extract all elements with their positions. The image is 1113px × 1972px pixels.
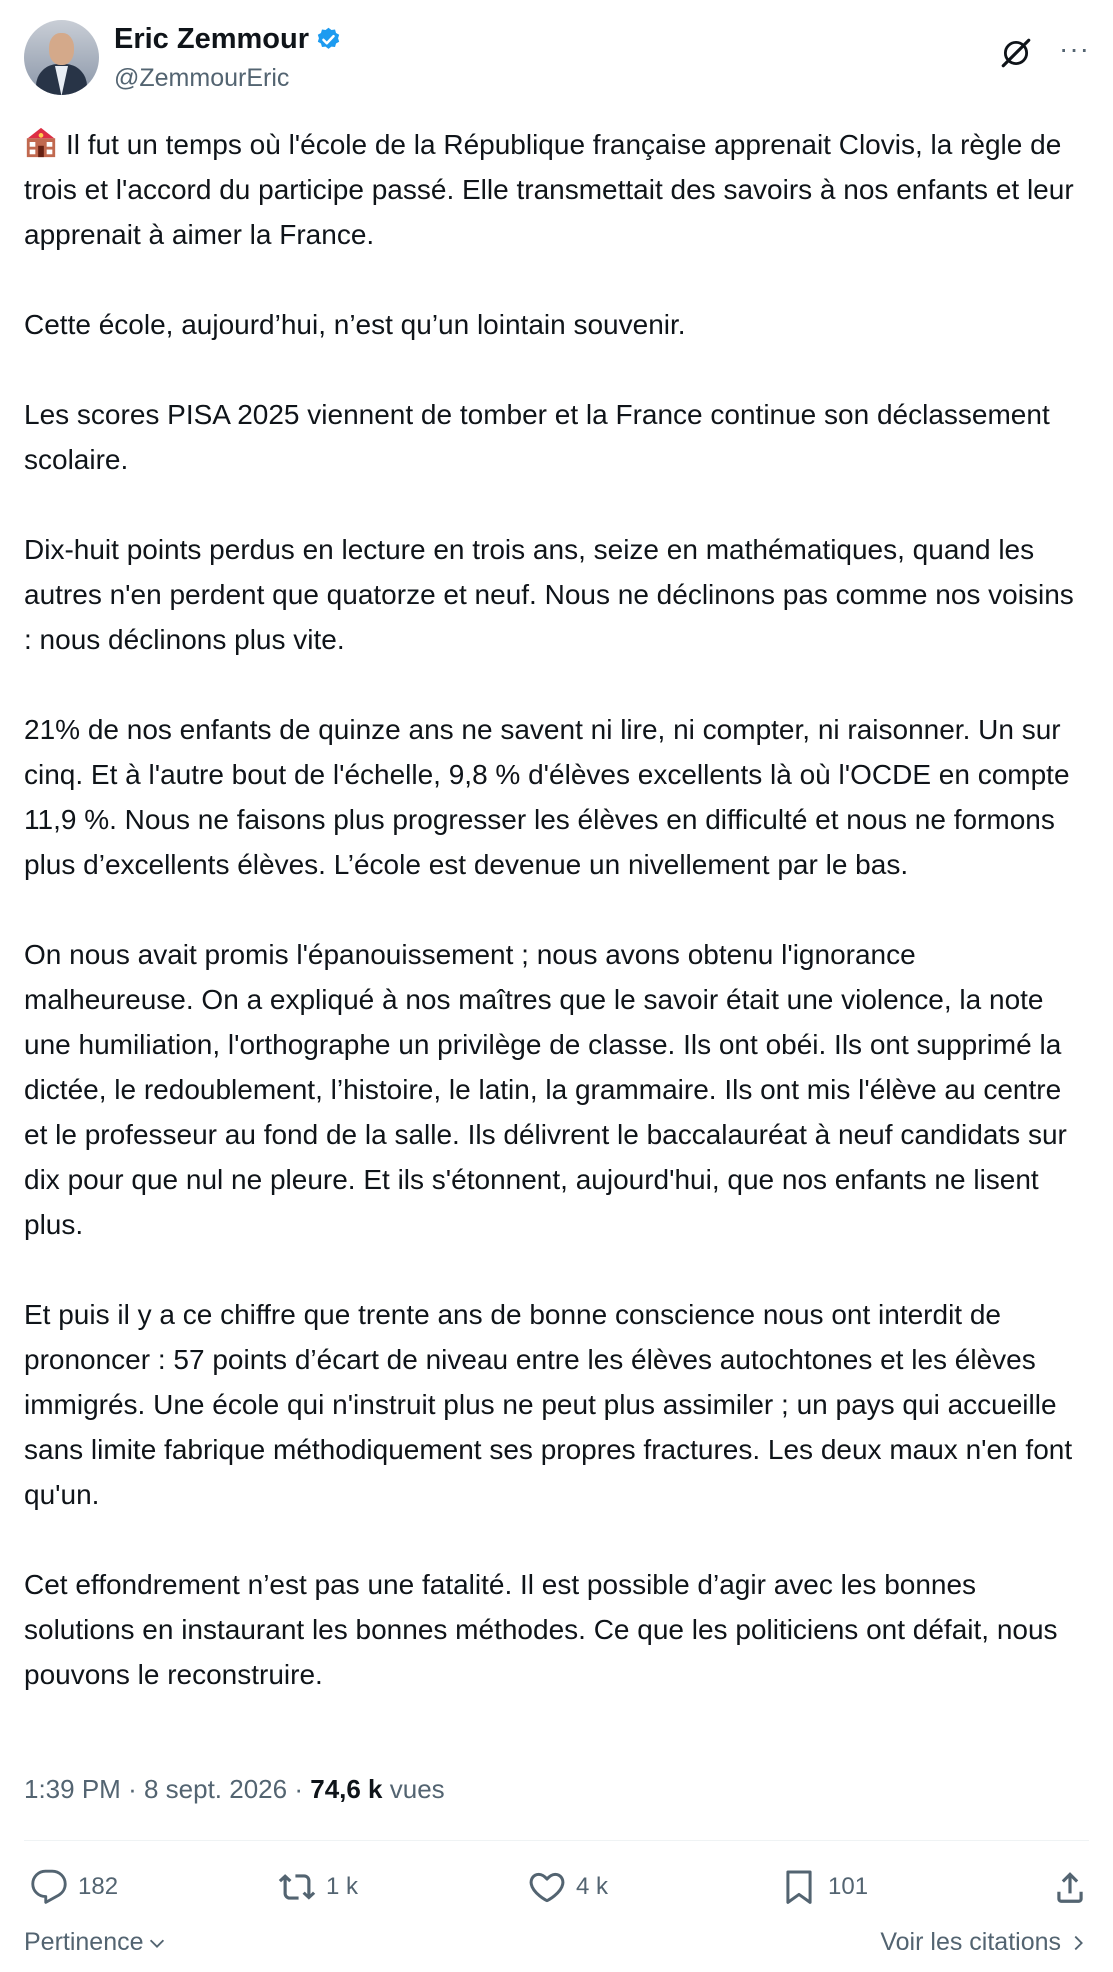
tweet-date[interactable]: 8 sept. 2026 [143,1774,288,1804]
display-name-row [114,22,342,56]
tweet-paragraph-1: Il fut un temps où l'école de la République française apprenait Clovis, la règle de trois et l'accord du participe passé. Elle transmettait des savoirs à nos enfants et leur apprenait à aimer la France. [24,122,1086,257]
tweet-meta [24,1771,445,1807]
avatar[interactable] [24,20,99,95]
tweet-paragraph-8: Cet effondrement n’est pas une fatalité. Il est possible d’agir avec les bonnes solutions en instaurant les bonnes méthodes. Ce que les politiciens ont défait, nous pouvons le reconstruire. [24,1569,1058,1690]
school-emoji-icon [24,125,58,159]
tweet-paragraph-7: Et puis il y a ce chiffre que trente ans de bonne conscience nous ont interdit de prononcer : 57 points d’écart de niveau entre les élèves autochtones et les élèves immigrés. Une école qui n'instruit plus ne peut plus assimiler ; un pays qui accueille sans limite fabrique méthodiquement ses propres fractures. Les deux maux n'en font qu'un. [24,1299,1073,1510]
share-icon [1051,1868,1089,1906]
avatar-head [49,33,74,65]
share-button[interactable] [1051,1868,1089,1906]
sort-dropdown[interactable] [24,1928,168,1957]
bookmark-count: 101 [828,1873,869,1900]
divider [24,1840,1089,1841]
like-count: 4 k [576,1873,609,1900]
reply-count: 182 [78,1873,119,1900]
bookmark-icon [780,1868,818,1906]
sort-label: Pertinence [24,1928,144,1956]
tweet-header [24,20,1089,96]
meta-separator: · [128,1774,137,1804]
reply-button[interactable] [30,1868,118,1906]
grok-icon[interactable] [999,36,1033,70]
verified-badge-icon[interactable] [315,26,342,53]
meta-separator: · [294,1774,303,1804]
action-bar [24,1862,1089,1912]
chevron-down-icon [146,1932,168,1954]
more-icon[interactable]: ··· [1059,33,1090,64]
heart-icon [528,1868,566,1906]
view-quotes-label: Voir les citations [880,1928,1061,1956]
views-count[interactable]: 74,6 k [310,1774,383,1804]
view-quotes-link[interactable] [880,1928,1089,1957]
tweet-text [24,122,1086,1742]
repost-button[interactable] [278,1868,358,1906]
tweet-paragraph-6: On nous avait promis l'épanouissement ; nous avons obtenu l'ignorance malheureuse. On a expliqué à nos maîtres que le savoir était une violence, la note une humiliation, l'orthographe un privilège de classe. Ils ont obéi. Ils ont supprimé la dictée, le redoublement, l’histoire, le latin, la grammaire. Ils ont mis l'élève au centre et le professeur au fond de la salle. Ils délivrent le baccalauréat à neuf candidats sur dix pour que nul ne pleure. Et ils s'étonnent, aujourd'hui, que nos enfants ne lisent plus. [24,939,1067,1240]
tweet-paragraph-2: Cette école, aujourd’hui, n’est qu’un lointain souvenir. [24,309,686,340]
display-name[interactable]: Eric Zemmour [114,23,309,55]
like-button[interactable] [528,1868,608,1906]
repost-icon [278,1868,316,1906]
reply-icon [30,1868,68,1906]
replies-footer [24,1928,1089,1964]
repost-count: 1 k [326,1873,359,1900]
tweet-paragraph-4: Dix-huit points perdus en lecture en trois ans, seize en mathématiques, quand les autres n'en perdent que quatorze et neuf. Nous ne déclinons pas comme nos voisins : nous déclinons plus vite. [24,534,1074,655]
bookmark-button[interactable] [780,1868,868,1906]
views-label: vues [389,1774,445,1804]
chevron-right-icon [1067,1932,1089,1954]
tweet-paragraph-5: 21% de nos enfants de quinze ans ne savent ni lire, ni compter, ni raisonner. Un sur cinq. Et à l'autre bout de l'échelle, 9,8 % d'élèves excellents là où l'OCDE en compte 11,9 %. Nous ne faisons plus progresser les élèves en difficulté et nous ne formons plus d’excellents élèves. L’école est devenue un nivellement par le bas. [24,714,1070,880]
tweet-time[interactable]: 1:39 PM [24,1774,121,1804]
tweet-paragraph-3: Les scores PISA 2025 viennent de tomber et la France continue son déclassement scolaire. [24,399,1050,475]
author-block [114,22,342,94]
handle[interactable]: @ZemmourEric [114,64,290,92]
